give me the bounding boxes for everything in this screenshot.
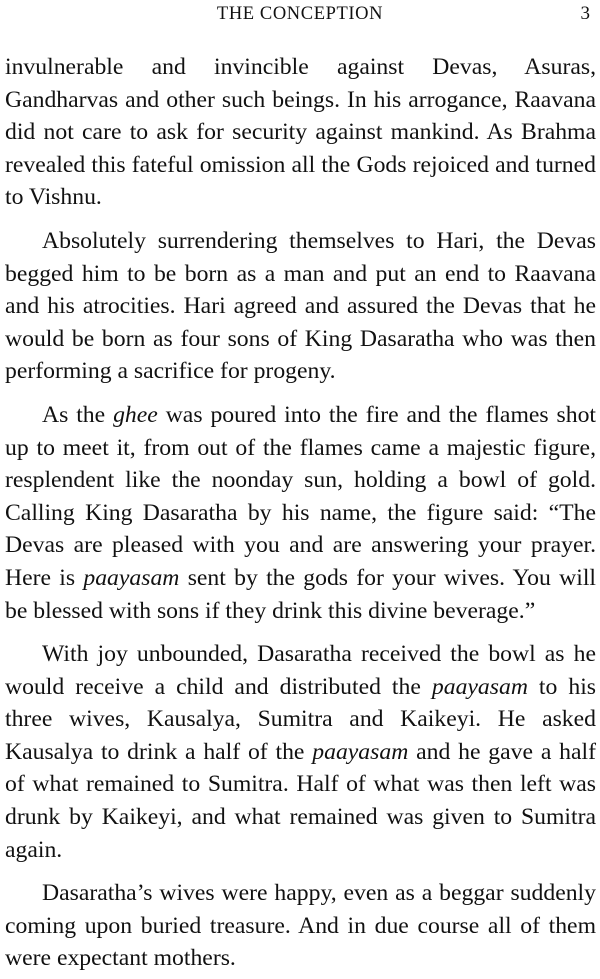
italic-term-paayasam: paayasam (83, 564, 180, 591)
text-run: sent by the gods for your wives. You will be blessed with sons if they drink this divine beverage.” (5, 564, 596, 624)
page-number: 3 (580, 3, 590, 24)
paragraph-5 (5, 877, 596, 975)
text-run: Dasaratha’s wives were happy, even as a beggar suddenly coming upon buried treasure. And in due course all of them were expectant mothers. (5, 880, 596, 972)
body-text (5, 51, 596, 975)
paragraph-2 (5, 225, 596, 388)
text-run: As the (42, 401, 114, 428)
text-run: Absolutely surrendering themselves to Hari, the Devas begged him to be born as a man and put an end to Raavana and his atrocities. Hari agreed and assured the Devas that he would be born as four sons of King Dasaratha who was then performing a sacrifice for progeny. (5, 227, 596, 385)
italic-term-paayasam: paayasam (312, 738, 409, 765)
running-head (0, 2, 600, 28)
italic-term-paayasam: paayasam (431, 673, 528, 700)
paragraph-1 (5, 51, 596, 214)
paragraph-3 (5, 399, 596, 627)
paragraph-4 (5, 638, 596, 866)
text-run: invulnerable and invincible against Devas, Asuras, Gandharvas and other such beings. In his arrogance, Raavana did not care to ask for security against mankind. As Brahma revealed this fateful omission all the Gods rejoiced and turned to Vishnu. (5, 54, 596, 211)
italic-term-ghee: ghee (113, 401, 158, 428)
text-run: to his three wives, Kausalya, Sumitra and Kaikeyi. He asked Kausalya to drink a half of the (5, 673, 596, 765)
text-run: With joy unbounded, Dasaratha received the bowl as he would receive a child and distributed the (5, 641, 596, 700)
text-run: was poured into the fire and the flames shot up to meet it, from out of the flames came a majestic figure, resplendent like the noonday sun, holding a bowl of gold. Calling King Dasaratha by his name, the figure said: “The Devas are pleased with you and are answering your prayer. Here is (5, 401, 596, 591)
text-run: and he gave a half of what remained to Sumitra. Half of what was then left was drunk by Kaikeyi, and what remained was given to Sumitra again. (5, 738, 596, 863)
chapter-title: THE CONCEPTION (216, 4, 384, 24)
